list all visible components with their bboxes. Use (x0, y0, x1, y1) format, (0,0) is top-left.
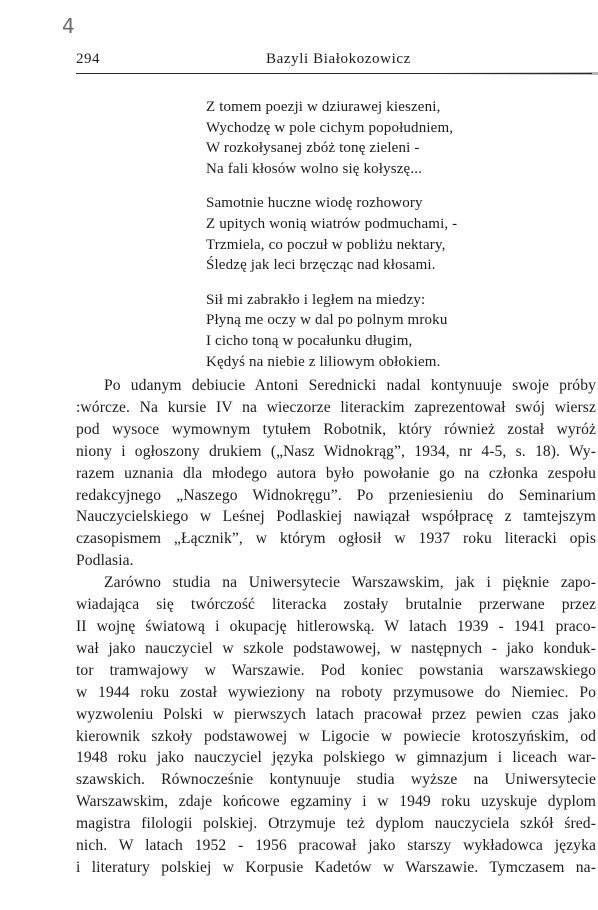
text-line: redakcyjnego „Naszego Widnokręgu”. Po przeniesieniu do Seminarium (76, 486, 596, 504)
poem-verse: Sił mi zabrakło i ległem na miedzy: (206, 291, 426, 308)
text-line: Warszawskim, zdaje końcowe egzaminy i w 1949 roku uzyskuje dyplom (76, 793, 596, 811)
header-rule-shadow (430, 72, 598, 75)
text-line: wiadająca się twórczość literacka zostały brutalnie przerwane przez (76, 596, 596, 614)
running-title: Bazyli Białokozowicz (266, 51, 411, 67)
text-line: wał jako nauczyciel w szkole podstawowej, w następnych - jako konduk- (76, 639, 596, 657)
poem-verse: I cicho toną w pocałunku długim, (206, 332, 413, 349)
text-line: wyzwoleniu Polski w pierwszych latach pracował przez pewien czas jako (76, 705, 596, 723)
poem-verse: Trzmiela, co poczuł w pobliżu nektary, (206, 236, 446, 253)
text-line: czasopismem „Łącznik”, w którym ogłosił w 1937 roku literacki opis (76, 530, 596, 548)
poem-verse: Śledzę jak leci brzęcząc nad kłosami. (206, 257, 436, 274)
page-number: 294 (76, 51, 100, 67)
poem (206, 97, 506, 386)
text-line: magistra filologii polskiej. Otrzymuje też dyplom nauczyciela szkół śred- (76, 815, 596, 833)
text-line: tor tramwajowy w Warszawie. Pod koniec powstania warszawskiego (76, 661, 596, 679)
text-line: II wojnę światową i okupację hitlerowską. W latach 1939 - 1941 praco- (76, 617, 596, 635)
text-line: pod wysoce wymownym tytułem Robotnik, który również został wyróż (76, 420, 596, 438)
poem-stanza (206, 290, 506, 372)
text-line: niony i ogłoszony drukiem („Nasz Widnokrąg”, 1934, nr 4-5, s. 18). Wy- (76, 442, 596, 460)
poem-verse: Płyną me oczy w dal po polnym mroku (206, 312, 448, 329)
text-line: Podlasia. (76, 552, 134, 570)
body-text (76, 375, 596, 879)
text-line: 1948 roku jako nauczyciel języka polskiego w gimnazjum i liceach war- (76, 749, 596, 767)
text-line: :wórcze. Na kursie IV na wieczorze literackim zaprezentował swój wiersz (76, 398, 596, 416)
poem-stanza (206, 193, 506, 275)
poem-verse: Z tomem poezji w dziurawej kieszeni, (206, 99, 441, 115)
poem-verse: Z upitych wonią wiatrów podmuchami, - (206, 215, 458, 232)
body-paragraph (76, 375, 596, 572)
poem-stanza (206, 97, 506, 179)
poem-verse: Samotnie huczne wiodę rozhowory (206, 195, 423, 212)
body-paragraph (76, 572, 596, 879)
text-line: w 1944 roku został wywieziony na roboty przymusowe do Niemiec. Po (76, 683, 596, 701)
poem-verse: Na fali kłosów wolno się kołyszę... (206, 160, 423, 177)
text-line: kierownik szkoły podstawowej w Ligocie w powiecie krotoszyńskim, od (76, 727, 596, 745)
text-line: i literatury polskiej w Korpusie Kadetów w Warszawie. Tymczasem na- (76, 858, 596, 876)
text-line: Zarówno studia na Uniwersytecie Warszawskim, jak i pięknie zapo- (104, 574, 596, 592)
handwritten-page-mark: 4 (62, 14, 75, 38)
poem-verse: Wychodzę w pole cichym popołudniem, (206, 119, 454, 136)
text-line: razem uznania dla młodego autora było powołanie go na członka zespołu (76, 464, 596, 482)
text-line: Po udanym debiucie Antoni Serednicki nadal kontynuuje swoje próby (104, 377, 596, 394)
text-line: nich. W latach 1952 - 1956 pracował jako starszy wykładowca języka (76, 837, 596, 855)
poem-verse: W rozkołysanej zbóż tonę zieleni - (206, 140, 420, 157)
running-header (76, 49, 598, 71)
text-line: szawskich. Równocześnie kontynuuje studia wyższe na Uniwersytecie (76, 771, 596, 789)
text-line: Nauczycielskiego w Leśnej Podlaskiej nawiązał współpracę z tamtejszym (76, 508, 596, 526)
poem-verse: Kędyś na niebie z liliowym obłokiem. (206, 353, 441, 370)
